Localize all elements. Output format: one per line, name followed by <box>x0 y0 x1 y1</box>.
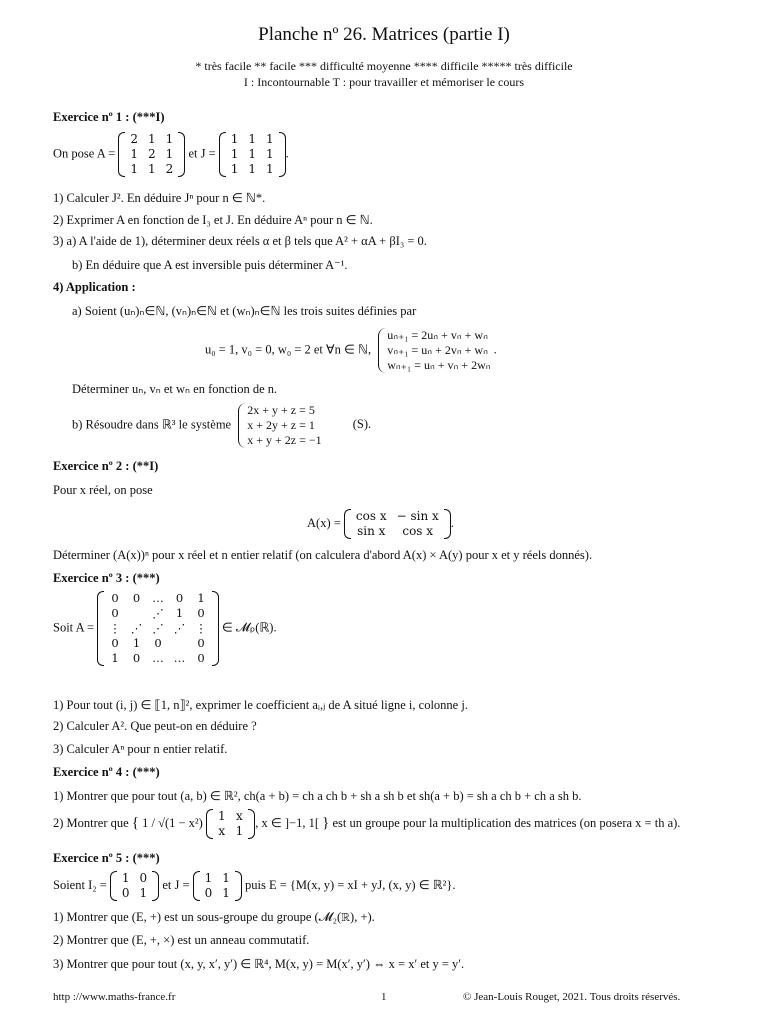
equation-2: x + 2y + z = 1 <box>247 418 315 432</box>
recurrence-w: wₙ₊₁ = uₙ + vₙ + 2wₙ <box>387 358 491 372</box>
antidiagonal-cell-3-3 <box>169 636 191 651</box>
exercise-3-heading: Exercice nº 3 : (***) <box>53 571 160 585</box>
antidiagonal-cell-4-3: … <box>173 651 186 665</box>
recurrence-system <box>378 328 490 373</box>
set-brace-close: } <box>322 814 330 831</box>
hyperbolic-cell-0-1: x <box>236 809 243 823</box>
antidiagonal-cell-4-4: 0 <box>197 651 205 665</box>
ex1-question-4: 4) Application : <box>53 280 136 294</box>
antidiagonal-cell-3-0: 0 <box>111 636 119 650</box>
antidiagonal-cell-0-1: 0 <box>132 591 141 605</box>
recurrence-u: uₙ₊₁ = 2uₙ + vₙ + wₙ <box>387 328 488 342</box>
antidiagonal-cell-1-0: 0 <box>111 606 119 620</box>
equation-1: 2x + y + z = 5 <box>247 403 315 417</box>
set-condition: , x ∈ ]−1, 1[ <box>255 815 320 830</box>
hyperbolic-matrix <box>206 809 255 839</box>
matrix-a-cell-2-2: 2 <box>165 162 174 176</box>
matrix-j2-cell-1-1: 1 <box>222 886 230 900</box>
matrix-J2 <box>193 871 242 901</box>
pose-end: . <box>285 146 289 161</box>
linear-system-block <box>72 403 371 448</box>
set-brace-open: { <box>131 814 139 831</box>
antidiagonal-cell-0-3: 0 <box>175 591 184 605</box>
ex1-question-4a: a) Soient (uₙ)ₙ∈ℕ, (vₙ)ₙ∈ℕ et (wₙ)ₙ∈ℕ les trois suites définies par <box>72 304 417 318</box>
ex4-question-2 <box>53 809 680 839</box>
matrix-a-cell-0-0: 2 <box>130 132 139 146</box>
matrix-A <box>118 132 185 177</box>
matrix-j-cell-1-1: 1 <box>248 147 257 161</box>
antidiagonal-cell-1-1 <box>126 606 148 621</box>
matrix-i2-cell-0-1: 0 <box>139 871 148 885</box>
ex1-question-4a-2: Déterminer uₙ, vₙ et wₙ en fonction de n. <box>72 382 278 396</box>
pose-mid: et J = <box>188 146 216 161</box>
ex2-intro: Pour x réel, on pose <box>53 483 153 497</box>
ex1-question-3a: 3) a) A l'aide de 1), déterminer deux réels α et β tels que A² + αA + βI₃ = 0. <box>53 234 427 248</box>
ex3-question-3: 3) Calculer Aⁿ pour n entier relatif. <box>53 742 228 756</box>
ex1-question-3b: b) En déduire que A est inversible puis déterminer A⁻¹. <box>72 258 348 272</box>
exercise-4-heading: Exercice nº 4 : (***) <box>53 765 160 779</box>
matrix-a-cell-0-2: 1 <box>165 132 174 146</box>
matrix-a-cell-1-2: 1 <box>165 147 174 161</box>
ex4-q2-prefix: 2) Montrer que <box>53 815 129 830</box>
matrix-a-cell-2-0: 1 <box>130 162 139 176</box>
antidiagonal-cell-4-2: … <box>152 651 164 665</box>
matrix-j-cell-1-2: 1 <box>266 147 274 161</box>
matrix-j-cell-0-2: 1 <box>266 132 274 146</box>
footer-copyright: © Jean-Louis Rouget, 2021. Tous droits réservés. <box>463 991 681 1003</box>
antidiagonal-cell-1-2: ⋰ <box>152 606 164 620</box>
ex3-question-1: 1) Pour tout (i, j) ∈ ⟦1, n⟧², exprimer le coefficient aᵢ,ⱼ de A situé ligne i, colonne j. <box>53 698 468 712</box>
hyperbolic-cell-1-1: 1 <box>235 824 244 838</box>
ex5-question-2: 2) Montrer que (E, +, ×) est un anneau commutatif. <box>53 933 310 947</box>
exercise-1-definition <box>53 132 289 177</box>
antidiagonal-cell-0-4: 1 <box>197 591 205 605</box>
ex1-question-1: 1) Calculer J². En déduire Jⁿ pour n ∈ ℕ*. <box>53 191 266 205</box>
antidiagonal-matrix-def <box>53 591 277 666</box>
antidiagonal-cell-3-1: 1 <box>132 636 141 650</box>
antidiagonal-cell-0-2: … <box>152 591 164 605</box>
matrix-a-cell-0-1: 1 <box>148 132 156 146</box>
difficulty-legend: * très facile ** facile *** difficulté moyenne **** difficile ***** très difficile <box>195 59 573 73</box>
ex3-question-2: 2) Calculer A². Que peut-on en déduire ? <box>53 719 257 733</box>
matrix-a-cell-2-1: 1 <box>148 162 156 176</box>
matrix-j-cell-1-0: 1 <box>230 147 239 161</box>
antidiagonal-cell-2-1: ⋰ <box>130 621 143 635</box>
equation-3: x + y + 2z = −1 <box>247 433 322 447</box>
antidiagonal-rhs: ∈ 𝓜ₚ(ℝ). <box>221 620 277 635</box>
hyperbolic-cell-0-0: 1 <box>217 809 226 823</box>
ex1-question-4b: b) Résoudre dans ℝ³ le système <box>72 417 232 432</box>
matrix-j-cell-2-0: 1 <box>230 162 239 176</box>
rotation-matrix <box>344 509 451 539</box>
ex5-question-3: 3) Montrer que pour tout (x, y, x′, y′) ∈ ℝ⁴, M(x, y) = M(x′, y′) ⇔ x = x′ et y = y′. <box>53 957 465 971</box>
matrix-I2 <box>110 871 159 901</box>
matrix-j-cell-0-0: 1 <box>230 132 239 146</box>
antidiagonal-cell-1-4: 0 <box>197 606 205 620</box>
ex4-q2-end: est un groupe pour la multiplication des matrices (on posera x = th a). <box>332 815 681 830</box>
ex5-question-1: 1) Montrer que (E, +) est un sous-groupe du groupe (𝓜₂(ℝ), +). <box>53 910 375 924</box>
antidiagonal-cell-3-4: 0 <box>197 636 205 650</box>
rotation-cell-0-1: − sin x <box>396 509 439 523</box>
linear-system <box>238 403 321 448</box>
symbol-legend: I : Incontournable T : pour travailler et mémoriser le cours <box>243 75 525 89</box>
pose-prefix: On pose A = <box>53 146 116 161</box>
matrix-i2-cell-1-1: 1 <box>139 886 148 900</box>
antidiagonal-cell-2-2: ⋰ <box>152 621 164 635</box>
antidiagonal-cell-2-3: ⋰ <box>173 621 186 635</box>
matrix-J <box>219 132 286 177</box>
page-title: Planche nº 26. Matrices (partie I) <box>258 24 510 45</box>
exercise-2-heading: Exercice nº 2 : (**I) <box>53 459 159 473</box>
footer-url: http ://www.maths-france.fr <box>53 991 176 1003</box>
ex1-question-2: 2) Exprimer A en fonction de I₃ et J. En déduire Aⁿ pour n ∈ ℕ. <box>53 213 373 227</box>
matrix-j-cell-2-2: 1 <box>266 162 274 176</box>
matrix-j-cell-0-1: 1 <box>248 132 257 146</box>
rotation-cell-1-1: cos x <box>402 524 434 538</box>
ex4-question-1: 1) Montrer que pour tout (a, b) ∈ ℝ², ch(a + b) = ch a ch b + sh a sh b et sh(a + b) = sh a ch b + ch a sh b. <box>53 789 582 803</box>
ex5-definition <box>53 871 455 901</box>
rotation-lhs: A(x) = <box>307 515 341 530</box>
matrix-j2-cell-0-1: 1 <box>222 871 230 885</box>
matrix-i2-cell-0-0: 1 <box>121 871 130 885</box>
antidiagonal-cell-3-2: 0 <box>154 636 162 650</box>
footer-page-number: 1 <box>381 991 387 1003</box>
ex5-end: puis E = {M(x, y) = xI + yJ, (x, y) ∈ ℝ²}. <box>245 877 456 892</box>
rotation-matrix-def <box>307 509 454 539</box>
matrix-a-cell-1-1: 2 <box>148 147 156 161</box>
exercise-1-heading: Exercice nº 1 : (***I) <box>53 110 165 124</box>
matrix-j2-cell-1-0: 0 <box>204 886 213 900</box>
ex2-question: Déterminer (A(x))ⁿ pour x réel et n entier relatif (on calculera d'abord A(x) × A(y) pour x et y réels donnés). <box>53 548 593 562</box>
system-label: (S). <box>352 417 372 432</box>
antidiagonal-cell-1-3: 1 <box>175 606 184 620</box>
scalar-factor: 1 / √(1 − x²) <box>142 815 203 830</box>
exercise-5-heading: Exercice nº 5 : (***) <box>53 851 160 865</box>
matrix-i2-cell-1-0: 0 <box>121 886 130 900</box>
antidiagonal-cell-4-0: 1 <box>111 651 119 665</box>
matrix-a-cell-1-0: 1 <box>130 147 139 161</box>
antidiagonal-cell-2-4: ⋮ <box>195 621 207 635</box>
hyperbolic-cell-1-0: x <box>218 824 226 838</box>
matrix-j-cell-2-1: 1 <box>248 162 257 176</box>
recurrence-block <box>205 328 497 373</box>
matrix-j2-cell-0-0: 1 <box>204 871 213 885</box>
antidiagonal-cell-0-0: 0 <box>111 591 119 605</box>
antidiagonal-cell-2-0: ⋮ <box>109 621 121 635</box>
rotation-cell-1-0: sin x <box>357 524 386 538</box>
antidiagonal-matrix <box>97 591 219 666</box>
ex5-mid: et J = <box>162 877 190 892</box>
antidiagonal-lhs: Soit A = <box>53 620 95 635</box>
ex5-prefix: Soient I₂ = <box>53 877 107 892</box>
rotation-end: . <box>450 515 454 530</box>
initial-values: u₀ = 1, v₀ = 0, w₀ = 2 et ∀n ∈ ℕ, <box>205 342 372 357</box>
recurrence-end: . <box>493 342 497 357</box>
antidiagonal-cell-4-1: 0 <box>132 651 141 665</box>
recurrence-v: vₙ₊₁ = uₙ + 2vₙ + wₙ <box>387 343 488 357</box>
rotation-cell-0-0: cos x <box>355 509 387 523</box>
